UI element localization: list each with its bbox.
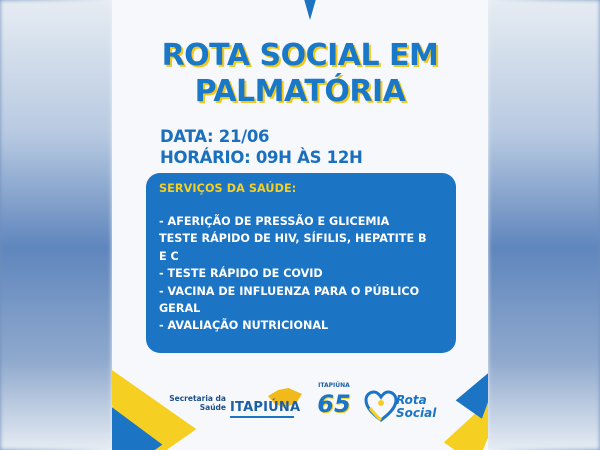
blurred-edge-left [0,0,112,450]
footer-logos [168,382,448,430]
date-text: DATA: 21/06 [160,127,270,146]
badge-city-word: ITAPIÚNA [318,382,350,389]
service-line: - AVALIAÇÃO NUTRICIONAL [159,319,329,333]
rota-social-logo [364,386,450,430]
badge-number: 65 [317,390,351,418]
service-line: - VACINA DE INFLUENZA PARA O PÚBLICO [159,284,420,298]
rota-logo-line-2: Social [396,406,437,420]
secretaria-line-2: Saúde [199,403,226,412]
service-line: - TESTE RÁPIDO DE COVID [159,267,323,281]
service-line: GERAL [159,302,201,316]
anniversary-badge [316,382,352,430]
services-heading: SERVIÇOS DA SAÚDE: [159,182,297,195]
date-time-block [160,126,363,168]
city-logo-underline [230,416,294,418]
service-line: E C [159,249,179,263]
poster-title [112,38,488,110]
service-line: - AFERIÇÃO DE PRESSÃO E GLICEMIA [159,215,390,228]
blurred-edge-right [488,0,600,450]
title-line-1: ROTA SOCIAL EM [161,38,439,73]
poster [112,0,488,450]
title-line-2: PALMATÓRIA [194,74,406,109]
secretaria-line-1: Secretaria da [169,394,226,403]
heart-icon [364,390,398,424]
service-line: TESTE RÁPIDO DE HIV, SÍFILIS, HEPATITE B [159,232,427,246]
services-box [146,173,456,353]
blue-stripe-decoration [456,351,488,419]
secretaria-label [168,394,226,412]
time-text: HORÁRIO: 09H ÀS 12H [160,148,363,167]
top-triangle-decoration [302,0,318,20]
city-logo-text: ITAPIÚNA [230,400,301,415]
rota-logo-line-1: Rota [396,393,427,407]
